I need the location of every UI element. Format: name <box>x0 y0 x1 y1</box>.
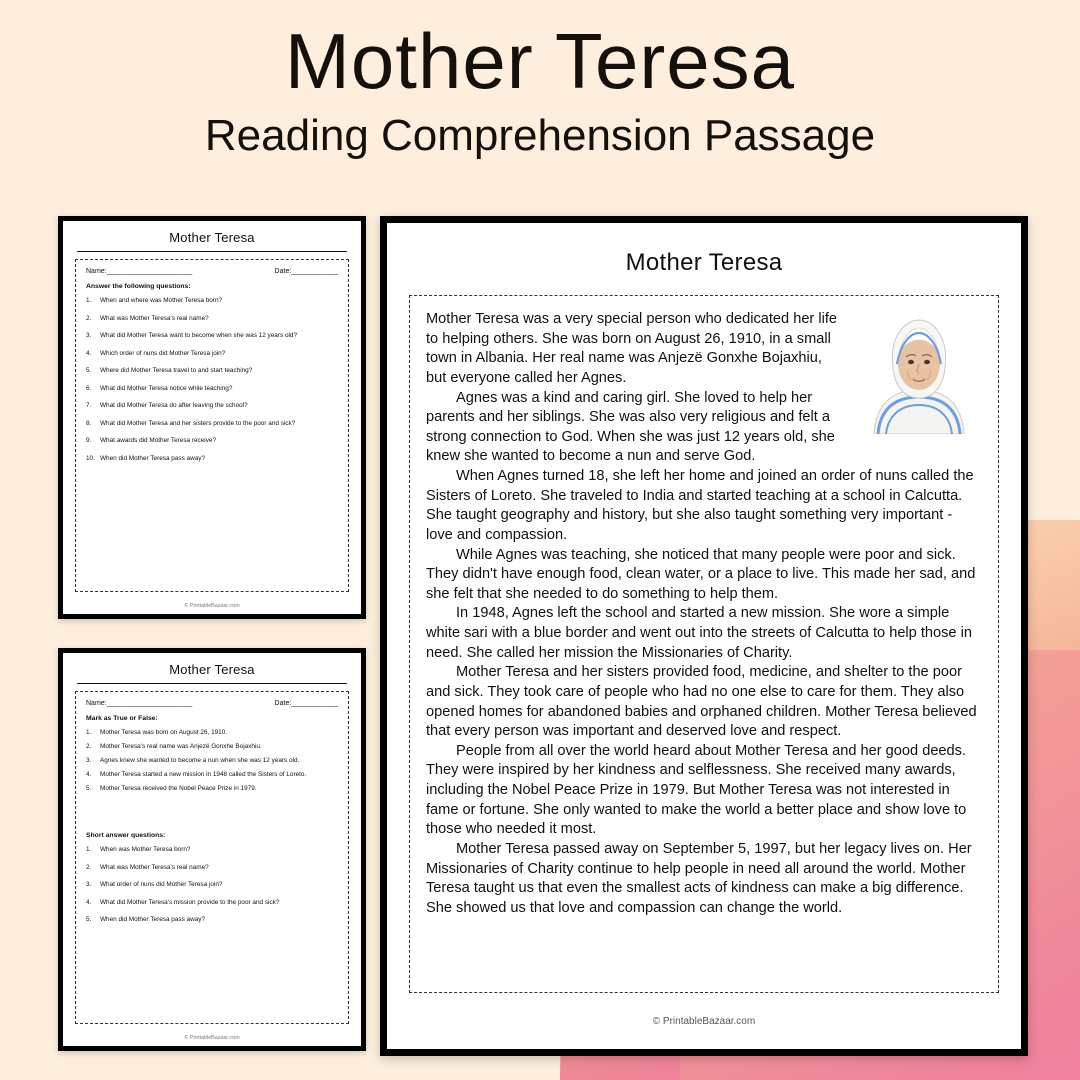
worksheet-questions-card[interactable] <box>58 216 366 619</box>
worksheet-questions-namerow <box>86 268 338 275</box>
passage-paragraph: People from all over the world heard about Mother Teresa and her good deeds. They were inspired by her kindness and selflessness. She received many awards, including the Nobel Peace Prize in 1979. But Mother Teresa was not interested in fame or fortune. She only wanted to make the world a better place and show love to those who needed it most. <box>426 742 967 838</box>
item-number: 2. <box>86 743 92 751</box>
list-item <box>86 385 338 392</box>
item-number: 2. <box>86 863 92 871</box>
date-field-label[interactable]: Date:____________ <box>274 700 338 707</box>
list-item <box>86 881 338 888</box>
list-item <box>86 402 338 409</box>
item-text: What was Mother Teresa's real name? <box>100 314 209 322</box>
item-text: What did Mother Teresa and her sisters provide to the poor and sick? <box>100 419 296 427</box>
worksheet-truefalse-page <box>63 653 361 1046</box>
item-number: 4. <box>86 898 92 906</box>
passage-paragraph: While Agnes was teaching, she noticed that many people were poor and sick. They didn't have enough food, clean water, or a place to live. This made her sad, and she felt that she needed to do something to help them. <box>426 546 976 602</box>
item-text: What did Mother Teresa notice while teaching? <box>100 384 233 392</box>
list-item <box>86 846 338 853</box>
worksheet-truefalse-credit: © PrintableBazaar.com <box>184 1035 240 1041</box>
list-item <box>86 785 338 792</box>
item-number: 3. <box>86 757 92 765</box>
item-text: Agnes knew she wanted to become a nun when she was 12 years old. <box>100 757 300 765</box>
item-text: What order of nuns did Mother Teresa join? <box>100 881 223 889</box>
item-text: What was Mother Teresa's real name? <box>100 863 209 871</box>
list-item <box>86 420 338 427</box>
item-text: When did Mother Teresa pass away? <box>100 454 206 462</box>
item-number: 1. <box>86 729 92 736</box>
item-text: When did Mother Teresa pass away? <box>100 916 206 924</box>
worksheet-truefalse-card[interactable] <box>58 648 366 1051</box>
passage-title: Mother Teresa <box>625 249 783 276</box>
item-text: Mother Teresa received the Nobel Peace Prize in 1979. <box>100 785 257 793</box>
passage-paragraph: Agnes was a kind and caring girl. She loved to help her parents and her siblings. She was also very religious and felt a strong connection to God. When she was just 12 years old, she knew she wanted to become a nun and serve God. <box>426 389 835 465</box>
item-number: 3. <box>86 881 92 889</box>
list-item <box>86 315 338 322</box>
list-item <box>86 916 338 923</box>
item-number: 2. <box>86 314 92 322</box>
page-subtitle: Reading Comprehension Passage <box>204 111 876 160</box>
passage-paragraph: Mother Teresa passed away on September 5, 1997, but her legacy lives on. Her Missionaries of Charity continue to help people in need all around the world. Mother Teresa taught us that even the smallest acts of kindness can make a big difference. She showed us that love and compassion can change the world. <box>426 840 972 916</box>
item-text: Mother Teresa was born on August 26, 1910. <box>100 729 228 736</box>
list-item <box>86 332 338 339</box>
name-field-label[interactable]: Name:______________________ <box>86 268 193 275</box>
worksheet-truefalse-title: Mother Teresa <box>169 662 255 677</box>
item-number: 9. <box>86 437 92 445</box>
item-text: What did Mother Teresa's mission provide to the poor and sick? <box>100 898 280 906</box>
list-item <box>86 729 338 736</box>
page-title: Mother Teresa <box>284 17 796 105</box>
item-number: 4. <box>86 771 92 779</box>
worksheet-questions-title-rule <box>77 251 347 252</box>
truefalse-section-heading: Mark as True or False: <box>86 715 158 722</box>
item-number: 5. <box>86 367 92 375</box>
item-number: 1. <box>86 297 92 304</box>
short-answer-section-heading: Short answer questions: <box>86 832 166 840</box>
worksheet-questions-credit: © PrintableBazaar.com <box>184 603 240 609</box>
worksheet-truefalse-title-rule <box>77 683 347 684</box>
item-number: 8. <box>86 419 92 427</box>
worksheet-questions-section-heading: Answer the following questions: <box>86 283 191 290</box>
list-item <box>86 743 338 750</box>
item-text: Which order of nuns did Mother Teresa join? <box>100 349 226 357</box>
item-text: What awards did Mother Teresa receive? <box>100 437 217 445</box>
passage-paragraph: Mother Teresa and her sisters provided food, medicine, and shelter to the poor and sick. They took care of people who had no one else to care for them. They also opened homes for abandoned babies and orphaned children. Mother Teresa believed that every person was important and deserved love and respect. <box>426 664 977 740</box>
worksheet-truefalse-body <box>75 691 349 1024</box>
passage-body <box>409 295 999 993</box>
item-text: When was Mother Teresa born? <box>100 846 191 854</box>
poster-header <box>0 0 1080 158</box>
item-number: 3. <box>86 332 92 340</box>
item-number: 1. <box>86 846 92 854</box>
name-field-label[interactable]: Name:______________________ <box>86 700 193 707</box>
item-text: What did Mother Teresa do after leaving the school? <box>100 402 248 410</box>
worksheet-questions-body <box>75 259 349 592</box>
worksheet-questions-title: Mother Teresa <box>169 230 255 245</box>
passage-card[interactable] <box>380 216 1028 1056</box>
item-text: When and where was Mother Teresa born? <box>100 297 223 304</box>
passage-paragraph: Mother Teresa was a very special person who dedicated her life to helping others. She was born on August 26, 1910, in a small town in Albania. Her real name was Anjezë Gonxhe Bojaxhiu, but everyone called her Agnes. <box>426 311 838 386</box>
item-number: 7. <box>86 402 92 410</box>
list-item <box>86 437 338 444</box>
worksheet-truefalse-namerow <box>86 700 338 707</box>
list-item <box>86 757 338 764</box>
list-item <box>86 297 338 304</box>
item-text: Where did Mother Teresa travel to and start teaching? <box>100 367 253 375</box>
list-item <box>86 864 338 871</box>
passage-credit: © PrintableBazaar.com <box>652 1016 756 1027</box>
list-item <box>86 771 338 778</box>
item-text: Mother Teresa's real name was Anjezë Gonxhe Bojaxhiu. <box>100 743 262 751</box>
mother-teresa-portrait-image <box>856 312 982 434</box>
item-text: What did Mother Teresa want to become when she was 12 years old? <box>100 332 298 340</box>
passage-page <box>387 223 1021 1049</box>
worksheet-questions-page <box>63 221 361 614</box>
item-number: 10. <box>86 454 95 462</box>
list-item <box>86 350 338 357</box>
passage-paragraph: When Agnes turned 18, she left her home and joined an order of nuns called the Sisters of Loreto. She traveled to India and started teaching at a school in Calcutta. She taught geography and history, but she also taught something very important - love and compassion. <box>426 468 974 543</box>
item-number: 5. <box>86 785 92 793</box>
list-item <box>86 899 338 906</box>
passage-paragraph: In 1948, Agnes left the school and started a new mission. She wore a simple white sari with a blue border and went out into the streets of Calcutta to help those in need. She called her mission the Missionaries of Charity. <box>426 605 972 661</box>
list-item <box>86 455 338 462</box>
list-item <box>86 367 338 374</box>
item-text: Mother Teresa started a new mission in 1948 called the Sisters of Loreto. <box>100 771 307 779</box>
item-number: 5. <box>86 916 92 924</box>
date-field-label[interactable]: Date:____________ <box>274 268 338 275</box>
item-number: 4. <box>86 349 92 357</box>
item-number: 6. <box>86 384 92 392</box>
